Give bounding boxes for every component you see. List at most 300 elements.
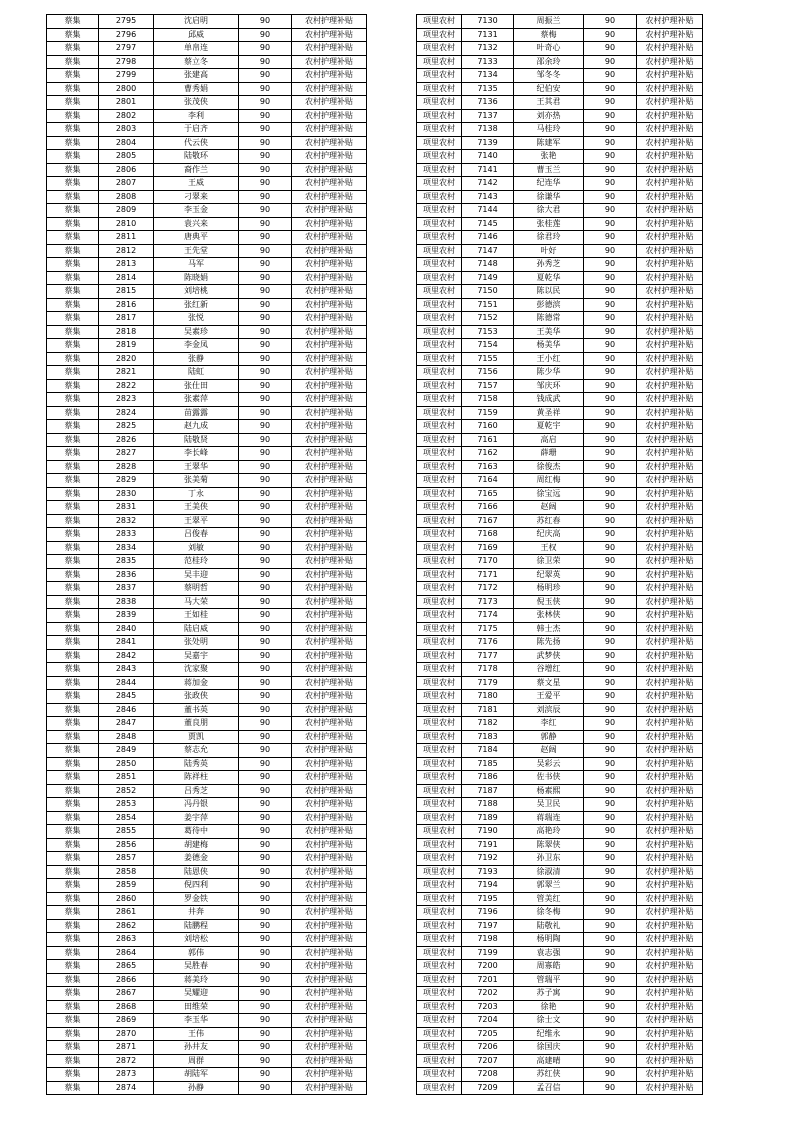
name-cell: 张桂莲 — [514, 217, 584, 231]
serial-number-cell: 2856 — [99, 838, 154, 852]
left-subsidy-table — [46, 14, 367, 1095]
serial-number-cell: 2844 — [99, 676, 154, 690]
amount-cell: 90 — [239, 1054, 292, 1068]
table-row — [47, 190, 367, 204]
subsidy-type-cell: 农村护理补贴 — [292, 406, 367, 420]
subsidy-type-cell: 农村护理补贴 — [292, 177, 367, 191]
table-row — [47, 703, 367, 717]
name-cell: 单帛连 — [154, 42, 239, 56]
village-cell: 蔡集 — [47, 582, 99, 596]
subsidy-type-cell: 农村护理补贴 — [637, 717, 703, 731]
subsidy-type-cell: 农村护理补贴 — [292, 1081, 367, 1095]
village-cell: 项里农村 — [417, 1014, 462, 1028]
amount-cell: 90 — [584, 919, 637, 933]
serial-number-cell: 7192 — [462, 852, 514, 866]
subsidy-type-cell: 农村护理补贴 — [292, 757, 367, 771]
serial-number-cell: 7188 — [462, 798, 514, 812]
village-cell: 蔡集 — [47, 649, 99, 663]
table-row — [417, 352, 703, 366]
serial-number-cell: 7141 — [462, 163, 514, 177]
serial-number-cell: 7170 — [462, 555, 514, 569]
serial-number-cell: 2826 — [99, 433, 154, 447]
name-cell: 李金凤 — [154, 339, 239, 353]
serial-number-cell: 7158 — [462, 393, 514, 407]
village-cell: 项里农村 — [417, 744, 462, 758]
name-cell: 王权 — [514, 541, 584, 555]
serial-number-cell: 7174 — [462, 609, 514, 623]
name-cell: 王美侠 — [154, 501, 239, 515]
village-cell: 项里农村 — [417, 312, 462, 326]
amount-cell: 90 — [239, 717, 292, 731]
serial-number-cell: 7161 — [462, 433, 514, 447]
subsidy-type-cell: 农村护理补贴 — [637, 744, 703, 758]
amount-cell: 90 — [239, 811, 292, 825]
table-row — [47, 339, 367, 353]
table-row — [417, 379, 703, 393]
village-cell: 项里农村 — [417, 595, 462, 609]
table-row — [417, 231, 703, 245]
table-row — [47, 217, 367, 231]
table-row — [47, 501, 367, 515]
serial-number-cell: 7145 — [462, 217, 514, 231]
village-cell: 蔡集 — [47, 1081, 99, 1095]
name-cell: 赵阔 — [514, 501, 584, 515]
amount-cell: 90 — [239, 271, 292, 285]
serial-number-cell: 7136 — [462, 96, 514, 110]
amount-cell: 90 — [584, 879, 637, 893]
name-cell: 姜德金 — [154, 852, 239, 866]
name-cell: 吴耀迎 — [154, 987, 239, 1001]
table-row — [417, 514, 703, 528]
name-cell: 陈翠侠 — [514, 838, 584, 852]
name-cell: 胡建梅 — [154, 838, 239, 852]
amount-cell: 90 — [584, 285, 637, 299]
subsidy-type-cell: 农村护理补贴 — [637, 568, 703, 582]
table-row — [417, 487, 703, 501]
subsidy-type-cell: 农村护理补贴 — [637, 55, 703, 69]
serial-number-cell: 2874 — [99, 1081, 154, 1095]
right-table-body — [417, 15, 703, 1095]
table-row — [47, 555, 367, 569]
serial-number-cell: 7186 — [462, 771, 514, 785]
subsidy-type-cell: 农村护理补贴 — [637, 325, 703, 339]
name-cell: 徐俊杰 — [514, 460, 584, 474]
subsidy-type-cell: 农村护理补贴 — [292, 609, 367, 623]
village-cell: 蔡集 — [47, 258, 99, 272]
name-cell: 徐士文 — [514, 1014, 584, 1028]
name-cell: 吴丰迎 — [154, 568, 239, 582]
serial-number-cell: 7140 — [462, 150, 514, 164]
village-cell: 项里农村 — [417, 474, 462, 488]
subsidy-type-cell: 农村护理补贴 — [637, 28, 703, 42]
village-cell: 蔡集 — [47, 244, 99, 258]
amount-cell: 90 — [239, 582, 292, 596]
amount-cell: 90 — [584, 514, 637, 528]
table-row — [47, 1027, 367, 1041]
serial-number-cell: 2796 — [99, 28, 154, 42]
village-cell: 蔡集 — [47, 204, 99, 218]
amount-cell: 90 — [239, 379, 292, 393]
name-cell: 杨美华 — [514, 339, 584, 353]
name-cell: 徐谦华 — [514, 190, 584, 204]
serial-number-cell: 7205 — [462, 1027, 514, 1041]
amount-cell: 90 — [584, 1068, 637, 1082]
table-row — [417, 595, 703, 609]
serial-number-cell: 2801 — [99, 96, 154, 110]
village-cell: 蔡集 — [47, 460, 99, 474]
village-cell: 蔡集 — [47, 595, 99, 609]
serial-number-cell: 7178 — [462, 663, 514, 677]
subsidy-type-cell: 农村护理补贴 — [292, 163, 367, 177]
table-row — [417, 811, 703, 825]
subsidy-type-cell: 农村护理补贴 — [292, 1068, 367, 1082]
village-cell: 蔡集 — [47, 352, 99, 366]
name-cell: 倪玉侠 — [514, 595, 584, 609]
name-cell: 纪维永 — [514, 1027, 584, 1041]
table-row — [47, 946, 367, 960]
amount-cell: 90 — [584, 1081, 637, 1095]
table-row — [417, 784, 703, 798]
table-row — [417, 217, 703, 231]
name-cell: 纪庆高 — [514, 528, 584, 542]
table-row — [47, 825, 367, 839]
table-row — [417, 42, 703, 56]
name-cell: 张茂侠 — [154, 96, 239, 110]
serial-number-cell: 7208 — [462, 1068, 514, 1082]
village-cell: 蔡集 — [47, 298, 99, 312]
serial-number-cell: 7131 — [462, 28, 514, 42]
village-cell: 项里农村 — [417, 258, 462, 272]
village-cell: 蔡集 — [47, 325, 99, 339]
amount-cell: 90 — [584, 744, 637, 758]
table-row — [47, 960, 367, 974]
amount-cell: 90 — [239, 244, 292, 258]
amount-cell: 90 — [239, 865, 292, 879]
name-cell: 纪连华 — [514, 177, 584, 191]
subsidy-type-cell: 农村护理补贴 — [637, 501, 703, 515]
serial-number-cell: 2815 — [99, 285, 154, 299]
table-row — [417, 123, 703, 137]
village-cell: 蔡集 — [47, 447, 99, 461]
table-row — [47, 150, 367, 164]
serial-number-cell: 2814 — [99, 271, 154, 285]
serial-number-cell: 2862 — [99, 919, 154, 933]
amount-cell: 90 — [239, 703, 292, 717]
table-row — [417, 1081, 703, 1095]
amount-cell: 90 — [239, 298, 292, 312]
table-row — [47, 622, 367, 636]
name-cell: 郭静 — [514, 730, 584, 744]
village-cell: 蔡集 — [47, 420, 99, 434]
subsidy-type-cell: 农村护理补贴 — [292, 285, 367, 299]
amount-cell: 90 — [584, 379, 637, 393]
village-cell: 蔡集 — [47, 150, 99, 164]
amount-cell: 90 — [239, 676, 292, 690]
name-cell: 纪伯安 — [514, 82, 584, 96]
name-cell: 唐典平 — [154, 231, 239, 245]
name-cell: 徐宝远 — [514, 487, 584, 501]
village-cell: 项里农村 — [417, 1081, 462, 1095]
serial-number-cell: 2829 — [99, 474, 154, 488]
amount-cell: 90 — [584, 960, 637, 974]
table-row — [417, 285, 703, 299]
name-cell: 姜宇萍 — [154, 811, 239, 825]
serial-number-cell: 7134 — [462, 69, 514, 83]
name-cell: 陆恩侠 — [154, 865, 239, 879]
table-row — [47, 663, 367, 677]
table-row — [417, 568, 703, 582]
amount-cell: 90 — [584, 339, 637, 353]
name-cell: 张艳 — [514, 150, 584, 164]
village-cell: 项里农村 — [417, 717, 462, 731]
table-row — [417, 960, 703, 974]
village-cell: 项里农村 — [417, 433, 462, 447]
village-cell: 蔡集 — [47, 555, 99, 569]
amount-cell: 90 — [584, 865, 637, 879]
name-cell: 于启齐 — [154, 123, 239, 137]
subsidy-type-cell: 农村护理补贴 — [292, 663, 367, 677]
name-cell: 葛待中 — [154, 825, 239, 839]
amount-cell: 90 — [239, 69, 292, 83]
serial-number-cell: 2822 — [99, 379, 154, 393]
table-row — [417, 1068, 703, 1082]
serial-number-cell: 7184 — [462, 744, 514, 758]
amount-cell: 90 — [239, 852, 292, 866]
serial-number-cell: 2802 — [99, 109, 154, 123]
name-cell: 徐冬梅 — [514, 906, 584, 920]
table-row — [47, 690, 367, 704]
table-row — [417, 69, 703, 83]
amount-cell: 90 — [239, 231, 292, 245]
subsidy-type-cell: 农村护理补贴 — [637, 271, 703, 285]
name-cell: 董书英 — [154, 703, 239, 717]
serial-number-cell: 2852 — [99, 784, 154, 798]
amount-cell: 90 — [239, 906, 292, 920]
table-row — [417, 838, 703, 852]
serial-number-cell: 7183 — [462, 730, 514, 744]
serial-number-cell: 7152 — [462, 312, 514, 326]
village-cell: 项里农村 — [417, 339, 462, 353]
name-cell: 李红 — [514, 717, 584, 731]
table-row — [417, 879, 703, 893]
serial-number-cell: 7173 — [462, 595, 514, 609]
village-cell: 项里农村 — [417, 352, 462, 366]
subsidy-type-cell: 农村护理补贴 — [637, 109, 703, 123]
village-cell: 项里农村 — [417, 298, 462, 312]
subsidy-type-cell: 农村护理补贴 — [292, 352, 367, 366]
amount-cell: 90 — [584, 568, 637, 582]
name-cell: 陈少华 — [514, 366, 584, 380]
table-row — [417, 82, 703, 96]
subsidy-type-cell: 农村护理补贴 — [637, 865, 703, 879]
village-cell: 蔡集 — [47, 798, 99, 812]
village-cell: 蔡集 — [47, 379, 99, 393]
table-row — [47, 744, 367, 758]
village-cell: 项里农村 — [417, 393, 462, 407]
village-cell: 蔡集 — [47, 339, 99, 353]
serial-number-cell: 7132 — [462, 42, 514, 56]
name-cell: 张红新 — [154, 298, 239, 312]
serial-number-cell: 2869 — [99, 1014, 154, 1028]
amount-cell: 90 — [239, 325, 292, 339]
name-cell: 孙卫东 — [514, 852, 584, 866]
serial-number-cell: 7200 — [462, 960, 514, 974]
subsidy-type-cell: 农村护理补贴 — [292, 946, 367, 960]
amount-cell: 90 — [584, 1000, 637, 1014]
subsidy-type-cell: 农村护理补贴 — [637, 1027, 703, 1041]
village-cell: 项里农村 — [417, 636, 462, 650]
name-cell: 徐卫荣 — [514, 555, 584, 569]
amount-cell: 90 — [239, 622, 292, 636]
subsidy-type-cell: 农村护理补贴 — [637, 825, 703, 839]
village-cell: 项里农村 — [417, 933, 462, 947]
serial-number-cell: 2832 — [99, 514, 154, 528]
amount-cell: 90 — [584, 433, 637, 447]
subsidy-type-cell: 农村护理补贴 — [637, 15, 703, 29]
village-cell: 项里农村 — [417, 973, 462, 987]
table-row — [417, 55, 703, 69]
name-cell: 邵余玲 — [514, 55, 584, 69]
name-cell: 陆鹏程 — [154, 919, 239, 933]
serial-number-cell: 2805 — [99, 150, 154, 164]
amount-cell: 90 — [584, 730, 637, 744]
amount-cell: 90 — [239, 366, 292, 380]
village-cell: 蔡集 — [47, 96, 99, 110]
name-cell: 管美红 — [514, 892, 584, 906]
subsidy-type-cell: 农村护理补贴 — [637, 946, 703, 960]
village-cell: 蔡集 — [47, 177, 99, 191]
name-cell: 杨明陶 — [514, 933, 584, 947]
amount-cell: 90 — [239, 1068, 292, 1082]
subsidy-type-cell: 农村护理补贴 — [637, 514, 703, 528]
subsidy-type-cell: 农村护理补贴 — [637, 1041, 703, 1055]
table-row — [47, 312, 367, 326]
table-row — [417, 406, 703, 420]
village-cell: 项里农村 — [417, 987, 462, 1001]
amount-cell: 90 — [584, 96, 637, 110]
amount-cell: 90 — [239, 204, 292, 218]
serial-number-cell: 2840 — [99, 622, 154, 636]
table-row — [417, 676, 703, 690]
subsidy-type-cell: 农村护理补贴 — [292, 676, 367, 690]
serial-number-cell: 7195 — [462, 892, 514, 906]
amount-cell: 90 — [584, 420, 637, 434]
village-cell: 项里农村 — [417, 582, 462, 596]
subsidy-type-cell: 农村护理补贴 — [292, 15, 367, 29]
name-cell: 陈德常 — [514, 312, 584, 326]
subsidy-type-cell: 农村护理补贴 — [292, 1027, 367, 1041]
subsidy-type-cell: 农村护理补贴 — [292, 960, 367, 974]
table-row — [47, 474, 367, 488]
name-cell: 王美华 — [514, 325, 584, 339]
amount-cell: 90 — [584, 325, 637, 339]
subsidy-type-cell: 农村护理补贴 — [292, 190, 367, 204]
table-row — [417, 865, 703, 879]
village-cell: 项里农村 — [417, 946, 462, 960]
subsidy-type-cell: 农村护理补贴 — [292, 933, 367, 947]
amount-cell: 90 — [239, 42, 292, 56]
village-cell: 项里农村 — [417, 865, 462, 879]
table-row — [47, 447, 367, 461]
table-row — [417, 150, 703, 164]
serial-number-cell: 7175 — [462, 622, 514, 636]
serial-number-cell: 2808 — [99, 190, 154, 204]
amount-cell: 90 — [584, 69, 637, 83]
table-row — [417, 987, 703, 1001]
amount-cell: 90 — [239, 892, 292, 906]
amount-cell: 90 — [584, 298, 637, 312]
name-cell: 陆敬贤 — [154, 433, 239, 447]
name-cell: 陆启威 — [154, 622, 239, 636]
name-cell: 赵阔 — [514, 744, 584, 758]
subsidy-type-cell: 农村护理补贴 — [637, 757, 703, 771]
table-row — [47, 906, 367, 920]
village-cell: 蔡集 — [47, 393, 99, 407]
amount-cell: 90 — [584, 406, 637, 420]
village-cell: 项里农村 — [417, 568, 462, 582]
village-cell: 项里农村 — [417, 906, 462, 920]
amount-cell: 90 — [584, 987, 637, 1001]
amount-cell: 90 — [584, 757, 637, 771]
name-cell: 蔡立冬 — [154, 55, 239, 69]
subsidy-type-cell: 农村护理补贴 — [292, 919, 367, 933]
name-cell: 徐君玲 — [514, 231, 584, 245]
serial-number-cell: 2861 — [99, 906, 154, 920]
amount-cell: 90 — [239, 406, 292, 420]
subsidy-type-cell: 农村护理补贴 — [292, 474, 367, 488]
subsidy-type-cell: 农村护理补贴 — [292, 1014, 367, 1028]
subsidy-type-cell: 农村护理补贴 — [292, 69, 367, 83]
table-row — [417, 892, 703, 906]
amount-cell: 90 — [239, 798, 292, 812]
table-row — [47, 393, 367, 407]
table-row — [47, 987, 367, 1001]
subsidy-type-cell: 农村护理补贴 — [292, 555, 367, 569]
village-cell: 蔡集 — [47, 568, 99, 582]
serial-number-cell: 2850 — [99, 757, 154, 771]
name-cell: 李玉华 — [154, 1014, 239, 1028]
table-row — [47, 244, 367, 258]
table-row — [417, 744, 703, 758]
name-cell: 陆敬礼 — [514, 919, 584, 933]
village-cell: 项里农村 — [417, 1068, 462, 1082]
village-cell: 项里农村 — [417, 271, 462, 285]
village-cell: 蔡集 — [47, 757, 99, 771]
name-cell: 钱成武 — [514, 393, 584, 407]
name-cell: 佐书侠 — [514, 771, 584, 785]
subsidy-type-cell: 农村护理补贴 — [637, 312, 703, 326]
subsidy-type-cell: 农村护理补贴 — [292, 771, 367, 785]
amount-cell: 90 — [239, 393, 292, 407]
table-row — [47, 649, 367, 663]
name-cell: 袁志强 — [514, 946, 584, 960]
amount-cell: 90 — [584, 366, 637, 380]
name-cell: 蔡梅 — [514, 28, 584, 42]
village-cell: 蔡集 — [47, 771, 99, 785]
table-row — [417, 717, 703, 731]
serial-number-cell: 7144 — [462, 204, 514, 218]
serial-number-cell: 2866 — [99, 973, 154, 987]
village-cell: 项里农村 — [417, 514, 462, 528]
serial-number-cell: 7138 — [462, 123, 514, 137]
amount-cell: 90 — [584, 771, 637, 785]
serial-number-cell: 2821 — [99, 366, 154, 380]
village-cell: 项里农村 — [417, 285, 462, 299]
amount-cell: 90 — [239, 541, 292, 555]
table-row — [417, 393, 703, 407]
name-cell: 田维荣 — [154, 1000, 239, 1014]
amount-cell: 90 — [239, 190, 292, 204]
